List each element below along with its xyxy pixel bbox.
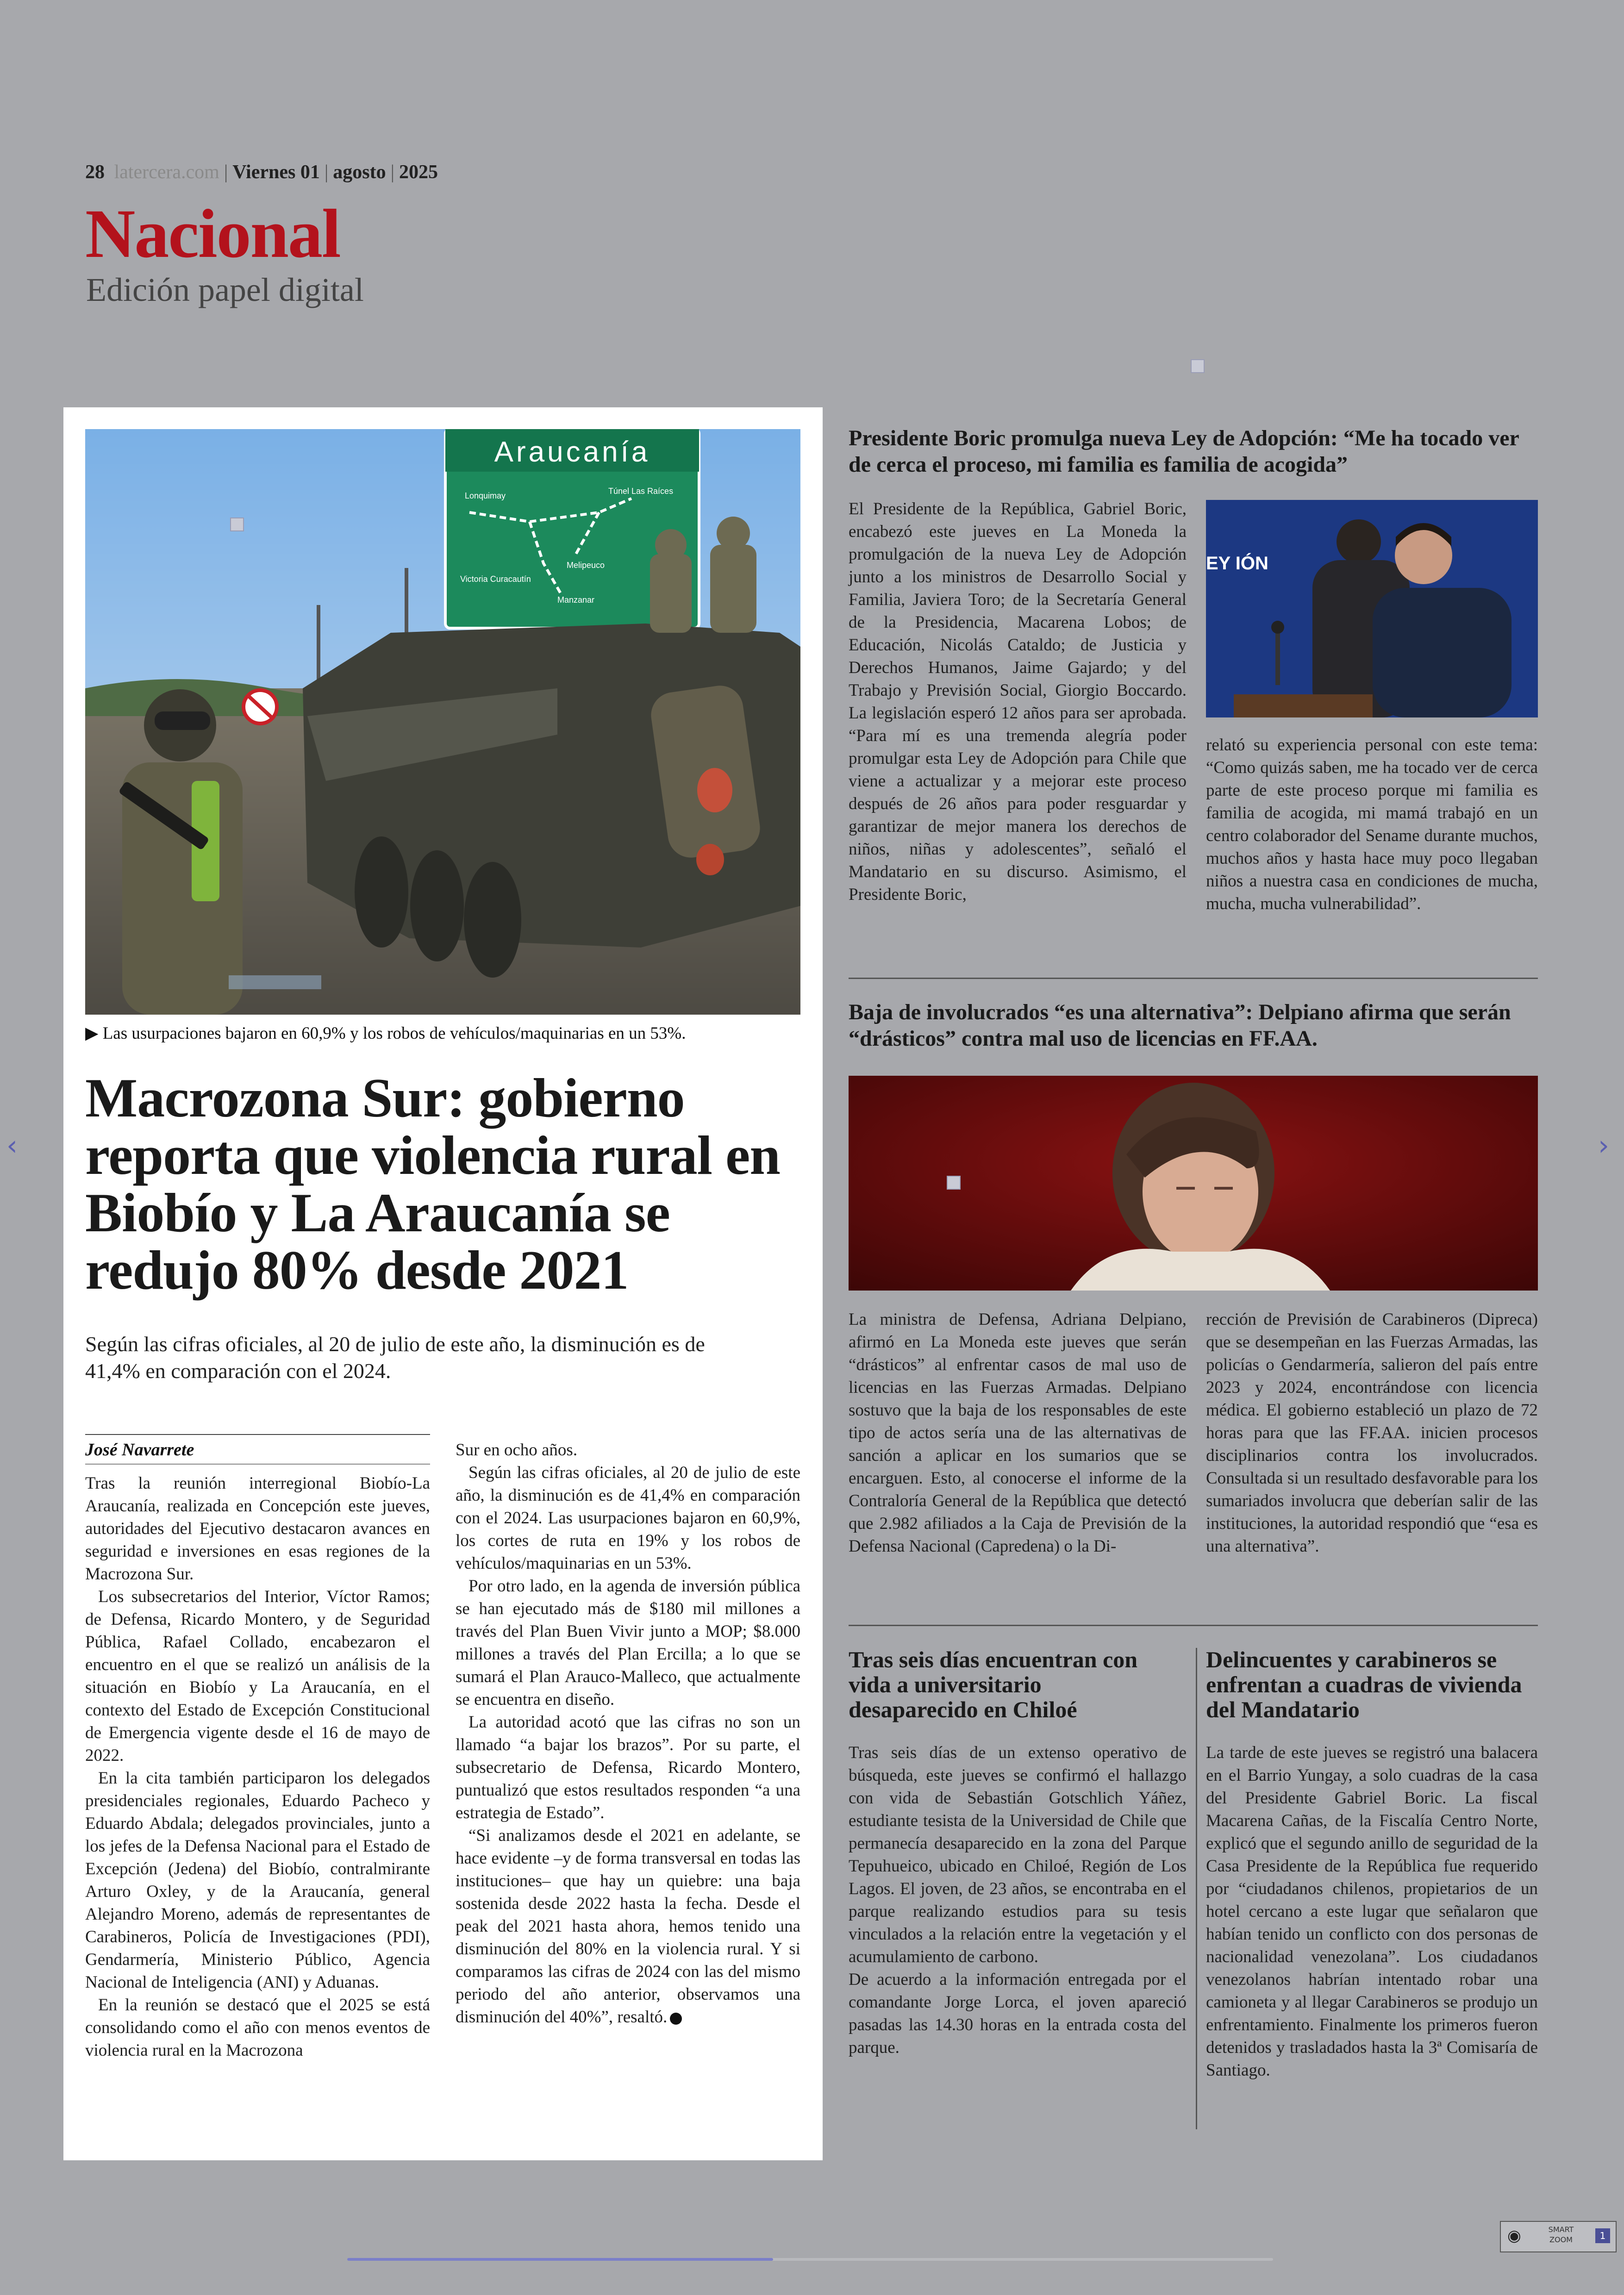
boric-embrace-illustration <box>1206 500 1538 717</box>
chiloe-column <box>849 1741 1187 2059</box>
lead-paragraph <box>456 1824 800 2028</box>
lead-column-2 <box>456 1439 800 2028</box>
lead-article <box>63 407 823 2160</box>
lead-photo-caption: ▶ Las usurpaciones bajaron en 60,9% y los robos de vehículos/maquinarias en un 53%. <box>85 1024 686 1043</box>
sign-title: Araucanía <box>494 436 650 468</box>
boric-headline[interactable]: Presidente Boric promulga nueva Ley de Adopción: “Me ha tocado ver de cerca el proceso, mi familia es familia de acogida” <box>849 426 1519 477</box>
lead-paragraph: Tras la reunión interregional Biobío-La Araucanía, realizada en Concepción este jueves, autoridades del Ejecutivo destacaron avances en seguridad e inversiones en esas regiones de la Macrozona Sur. <box>85 1474 430 1584</box>
delpiano-column-1 <box>849 1308 1187 1558</box>
page-scroll-track[interactable] <box>347 2258 1273 2261</box>
delpiano-column-2 <box>1206 1308 1538 1558</box>
boric-column-1 <box>849 498 1187 906</box>
end-of-article-icon <box>670 2013 682 2025</box>
lead-paragraph: La autoridad acotó que las cifras no son un llamado “a bajar los brazos”. Por su parte, el subsecretario de Defensa, Ricardo Montero, puntualizó que estos resultados responden “a una estrategia de Estado”. <box>456 1713 800 1822</box>
lead-paragraph: Según las cifras oficiales, al 20 de julio de este año, la disminución es de 41,4% en comparación con el 2024. Las usurpaciones bajaron en 60,9%, los cortes de ruta en 19% y los robos de vehículos/maquinarias en un 53%. <box>456 1463 800 1573</box>
edition-label: Edición papel digital <box>86 271 364 308</box>
byline-box <box>85 1434 430 1465</box>
lead-column-1 <box>85 1472 430 2062</box>
delpiano-paragraph: rección de Previsión de Carabineros (Dipreca) que se desempeñan en las Fuerzas Armadas, las policías o Gendarmería, salieron del país entre 2023 y 2024, encontrándose con licencia médica. El gobierno estableció un plazo de 72 horas para que las FF.AA. inicien procesos disciplinarios contra los involucrados. Consultada si un resultado desfavorable para los sumariados involucra que deberían salir de las instituciones, la autoridad respondió que “esa es una alternativa”. <box>1206 1310 1538 1556</box>
divider <box>849 978 1538 979</box>
page-number: 28 <box>85 162 105 183</box>
boric-paragraph: relató su experiencia personal con este tema: “Como quizás saben, me ha tocado ver de cerca parte de este proceso porque mi familia es familia de acogida, mi mamá trabajó en un centro colaborador del Sename durante muchos, muchos años y hasta hace muy poco llegaban niños a nuestra casa en condiciones de mucha, mucha, mucha vulnerabilidad”. <box>1206 736 1538 913</box>
boric-column-2 <box>1206 734 1538 915</box>
smart-zoom-label-line1: SMART <box>1548 2225 1574 2234</box>
byline: José Navarrete <box>85 1440 194 1459</box>
backdrop-text: EY IÓN <box>1206 553 1268 574</box>
smart-zoom-button[interactable] <box>1500 2221 1617 2252</box>
sign-place-3: Victoria Curacautín <box>460 574 531 584</box>
sign-place-1: Lonquimay <box>465 491 506 500</box>
yungay-column <box>1206 1741 1538 2082</box>
smart-zoom-label-line2: ZOOM <box>1549 2235 1573 2244</box>
sign-place-5: Manzanar <box>557 595 595 605</box>
delpiano-headline[interactable]: Baja de involucrados “es una alternativa”: Delpiano afirma que serán “drásticos” contra mal uso de licencias en FF.AA. <box>849 1000 1511 1051</box>
lead-paragraph: Los subsecretarios del Interior, Víctor Ramos; de Defensa, Ricardo Montero, y de Seguridad Pública, Rafael Collado, encabezaron el encuentro en el que se realizó un análisis de la situación en Biobío y La Araucanía, en el contexto del Estado de Excepción Constitucional de Emergencia vigente desde el 16 de mayo de 2022. <box>85 1587 430 1765</box>
lead-photo <box>85 429 800 1015</box>
lead-headline[interactable]: Macrozona Sur: gobierno reporta que violencia rural en Biobío y La Araucanía se redujo 80% desde 2021 <box>85 1067 780 1301</box>
lead-paragraph: En la cita también participaron los delegados presidenciales regionales, Eduardo Pacheco y Eduardo Abdala; delegados provinciales, junto a los jefes de la Defensa Nacional para el Estado de Excepción (Jedena) del Biobío, contralmirante Arturo Oxley, y de la Araucanía, general Alejandro Moreno, además de representantes de Carabineros, Policía de Investigaciones (PDI), Gendarmería, Ministerio Público, Agencia Nacional de Inteligencia (ANI) y Aduanas. <box>85 1769 430 1992</box>
next-page-icon[interactable]: › <box>1598 1129 1609 1162</box>
hotspot-marker[interactable] <box>1191 359 1205 373</box>
lead-paragraph: En la reunión se destacó que el 2025 se está consolidando como el año con menos eventos de violencia rural en la Macrozona <box>85 1996 430 2060</box>
site-name: latercera.com <box>114 162 219 183</box>
boric-photo <box>1206 500 1538 717</box>
section-title: Nacional <box>85 195 340 272</box>
issue-day: Viernes 01 <box>232 162 320 183</box>
smart-zoom-label <box>1538 2225 1584 2245</box>
sign-place-2: Túnel Las Raíces <box>608 486 674 496</box>
lead-subhead: Según las cifras oficiales, al 20 de julio de este año, la disminución es de 41,4% en comparación con el 2024. <box>85 1332 705 1383</box>
military-patrol-illustration <box>85 429 800 1015</box>
lead-paragraph: Por otro lado, en la agenda de inversión pública se han ejecutado más de $180 mil millones a través del Plan Buen Vivir junto a MOP; $8.000 millones a través del Plan Ercilla; a lo que se sumará el Plan Arauco-Malleco, que actualmente se encuentra en diseño. <box>456 1577 800 1709</box>
lead-paragraph: Sur en ocho años. <box>456 1441 578 1459</box>
yungay-headline[interactable]: Delincuentes y carabineros se enfrentan a cuadras de vivienda del Mandatario <box>1206 1646 1522 1722</box>
chiloe-headline[interactable]: Tras seis días encuentran con vida a universitario desaparecido en Chiloé <box>849 1646 1138 1722</box>
hotspot-marker[interactable] <box>230 518 244 531</box>
folio-line: 28 latercera.com | Viernes 01 | agosto | 2025 <box>85 162 438 183</box>
chiloe-paragraph: De acuerdo a la información entregada por el comandante Jorge Lorca, el joven apareció pasadas las 14.30 horas en la entrada costa del parque. <box>849 1970 1187 2057</box>
page-scroll-thumb[interactable] <box>347 2258 773 2261</box>
delpiano-paragraph: La ministra de Defensa, Adriana Delpiano, afirmó en La Moneda este jueves que serán “drásticos” al enfrentar casos de mal uso de licencias en las Fuerzas Armadas. Delpiano sostuvo que la baja de los responsables de este tipo de actos sería una de las alternativas de sanción a aplicar en los sumarios que se encarguen. Esto, al conocerse el informe de la Contraloría General de la República que detectó que 2.982 afiliados a la Caja de Previsión de la Defensa Nacional (Capredena) o la Di- <box>849 1310 1187 1556</box>
issue-month: agosto <box>333 162 386 183</box>
yungay-paragraph: La tarde de este jueves se registró una balacera en el Barrio Yungay, a solo cuadras de la casa del Presidente Gabriel Boric. La fiscal Macarena Cañas, de la Fiscalía Centro Norte, explicó que el segundo anillo de seguridad de la Casa Presidente de la República fue requerido por “ciudadanos chilenos, propietarios de un hotel cercano a este lugar que señalaron que habían tenido un conflicto con dos personas de nacionalidad venezolana”. Los ciudadanos venezolanos habrían intentado robar una camioneta y al llegar Carabineros se produjo un enfrentamiento. Finalmente los primeros fueron detenidos y trasladados hasta la 3ª Comisaría de Santiago. <box>1206 1743 1538 2080</box>
boric-paragraph: El Presidente de la República, Gabriel Boric, encabezó este jueves en La Moneda la promulgación de la nueva Ley de Adopción junto a los ministros de Desarrollo Social y Familia, Javiera Toro; de la Secretaría General de la Presidencia, Macarena Lobos; de Educación, Nicolás Cataldo; de Justicia y Derechos Humanos, Jaime Gajardo; y del Trabajo y Previsión Social, Giorgio Boccardo. La legislación esperó 12 años para ser aprobada. “Para mí es una tremenda alegría poder promulgar esta Ley de Adopción para Chile que viene a actualizar y a mejorar este proceso después de 26 años para poder resguardar y garantizar de mejor manera los derechos de niños, niñas y adolescentes”, señaló el Mandatario en su discurso. Asimismo, el Presidente Boric, <box>849 499 1187 904</box>
hotspot-marker[interactable] <box>947 1176 961 1190</box>
issue-year: 2025 <box>399 162 438 183</box>
smart-zoom-level: 1 <box>1595 2228 1610 2243</box>
previous-page-icon[interactable]: ‹ <box>6 1129 18 1162</box>
chiloe-paragraph: Tras seis días de un extenso operativo de búsqueda, este jueves se confirmó el hallazgo con vida de Sebastián Gotschlich Yáñez, estudiante tesista de la Universidad de Chile que permanecía desaparecido en la zona del Parque Tepuhueico, ubicado en Chiloé, Región de Los Lagos. El joven, de 23 años, se encontraba en el parque realizando estudios para su tesis vinculados a la relación entre la vegetación y el acumulamiento de carbono. <box>849 1743 1187 1966</box>
column-divider <box>1196 1648 1197 2129</box>
lead-closing-paragraph: “Si analizamos desde el 2021 en adelante, se hace evidente –y de forma transversal en todas las instituciones– que hay un quiebre: una baja sostenida desde 2022 hasta la fecha. Desde el peak del 2021 hasta ahora, hemos tenido una disminución del 80% en la violencia rural. Y si comparamos las cifras de 2024 con las del mismo periodo del año anterior, observamos una disminución del 40%”, resaltó. <box>456 1826 800 2027</box>
eye-icon: ◉ <box>1507 2226 1521 2245</box>
divider <box>849 1625 1538 1626</box>
sign-place-4: Melipeuco <box>567 561 605 570</box>
